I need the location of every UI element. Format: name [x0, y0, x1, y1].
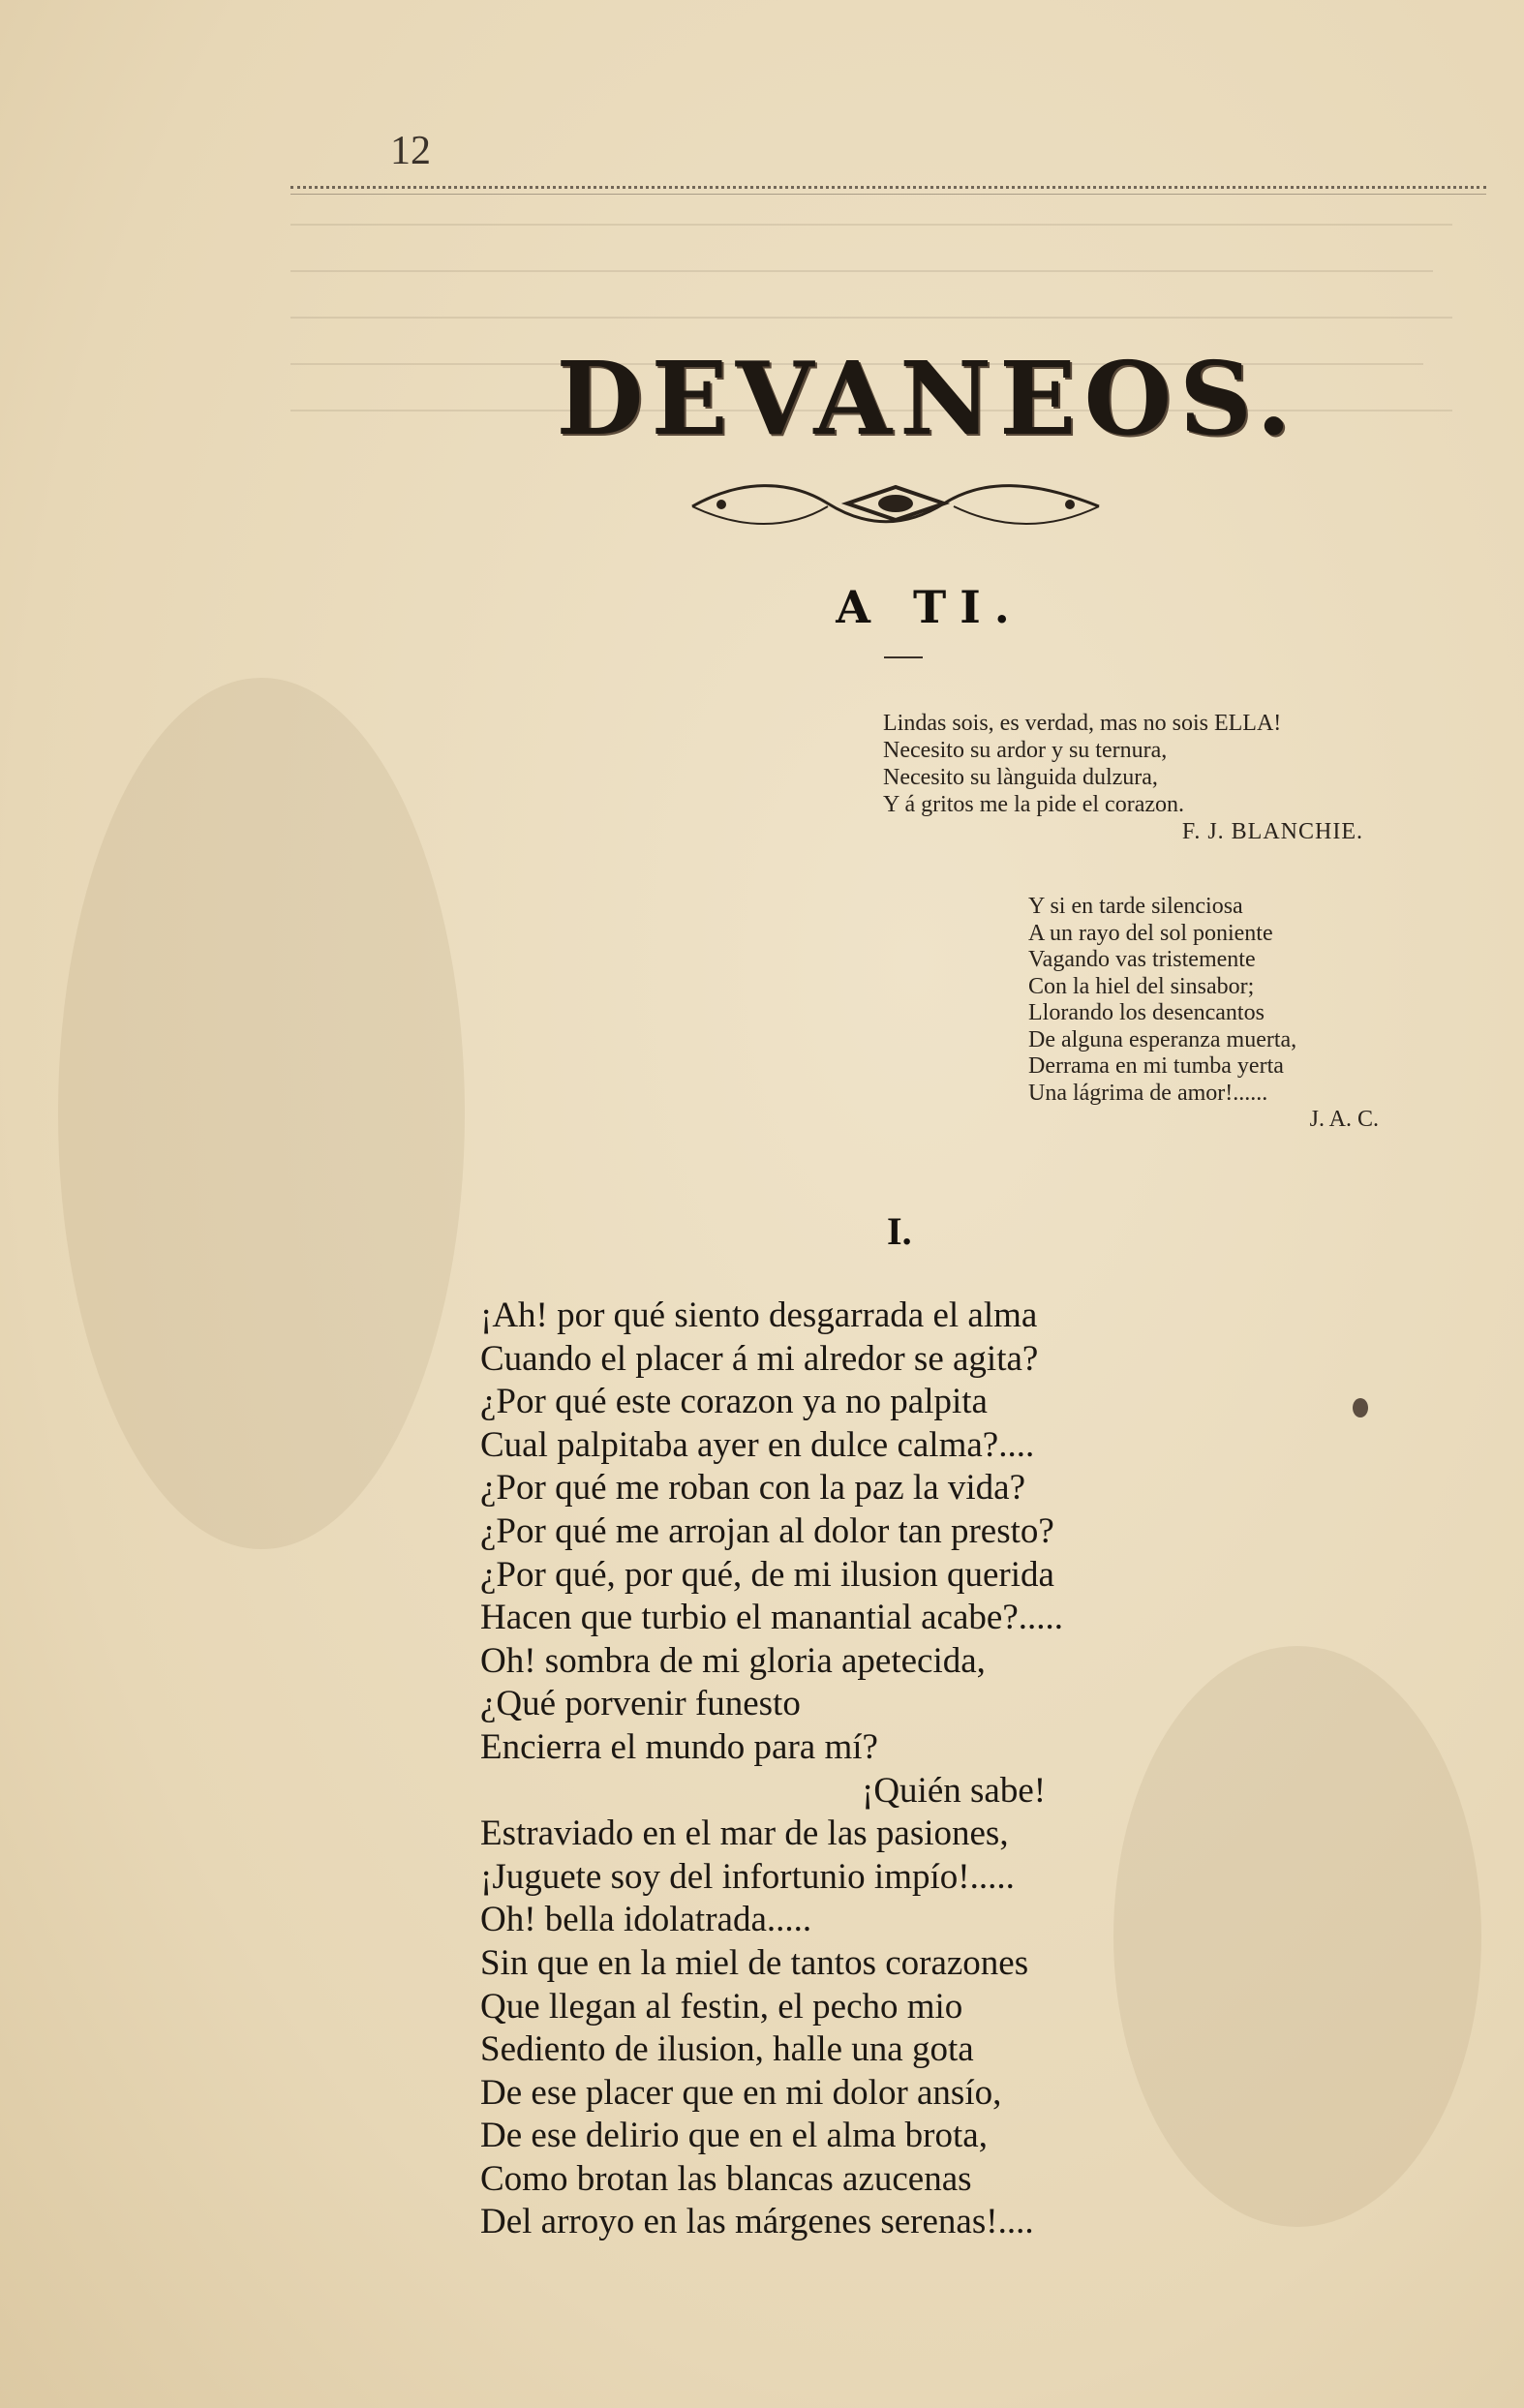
poem-line: ¿Por qué este corazon ya no palpita: [480, 1382, 988, 1422]
epigraph-line: Vagando vas tristemente: [1028, 947, 1256, 972]
poem-line: Sediento de ilusion, halle una gota: [480, 2029, 974, 2070]
epigraph-line: Necesito su lànguida dulzura,: [883, 765, 1158, 790]
epigraph-line: Llorando los desencantos: [1028, 1000, 1265, 1025]
poem-line: Estraviado en el mar de las pasiones,: [480, 1814, 1009, 1854]
epigraph-line: Derrama en mi tumba yerta: [1028, 1053, 1284, 1079]
poem-line: Cual palpitaba ayer en dulce calma?....: [480, 1424, 1035, 1465]
poem-line: Cuando el placer á mi alredor se agita?: [480, 1338, 1039, 1379]
epigraph-line: Con la hiel del sinsabor;: [1028, 973, 1255, 999]
epigraph-line: Lindas sois, es verdad, mas no sois ELLA!: [883, 711, 1282, 736]
dedication-rule: [884, 656, 923, 658]
ink-speck: [1353, 1398, 1368, 1417]
epigraph-line: Necesito su ardor y su ternura,: [883, 738, 1168, 763]
header-rule: [290, 194, 1486, 195]
poem-line: Sin que en la miel de tantos corazones: [480, 1942, 1029, 1983]
poem-line: Hacen que turbio el manantial acabe?.....: [480, 1598, 1063, 1638]
poem-body: [480, 1295, 1352, 2244]
epigraph-line: A un rayo del sol poniente: [1028, 920, 1273, 946]
poem-line: ¡Ah! por qué siento desgarrada el alma: [480, 1295, 1038, 1335]
ornament-divider: [683, 470, 1109, 537]
epigraph-line: Una lágrima de amor!......: [1028, 1080, 1268, 1106]
poem-line: ¿Por qué me roban con la paz la vida?: [480, 1468, 1025, 1509]
poem-line: Del arroyo en las márgenes serenas!....: [480, 2202, 1034, 2242]
poem-title: DEVANEOS.: [556, 339, 1299, 458]
poem-line: Como brotan las blancas azucenas: [480, 2158, 972, 2199]
poem-line: ¿Qué porvenir funesto: [480, 1684, 801, 1724]
poem-line: De ese placer que en mi dolor ansío,: [480, 2072, 1002, 2113]
epigraph-line: De alguna esperanza muerta,: [1028, 1026, 1297, 1052]
poem-line: Oh! sombra de mi gloria apetecida,: [480, 1640, 986, 1681]
section-number: I.: [887, 1209, 912, 1253]
paper-stain: [58, 678, 465, 1549]
poem-line: Que llegan al festin, el pecho mio: [480, 1986, 963, 2027]
epigraph-signature: F. J. BLANCHIE.: [1181, 819, 1363, 844]
poem-line: Encierra el mundo para mí?: [480, 1726, 878, 1767]
header-rule: [290, 186, 1486, 189]
dedication-heading: A TI.: [836, 581, 1023, 633]
epigraph-jac: [1028, 894, 1435, 1134]
poem-line: Oh! bella idolatrada.....: [480, 1900, 812, 1940]
poem-line: De ese delirio que en el alma brota,: [480, 2116, 988, 2156]
page-number: 12: [390, 129, 431, 173]
poem-line: ¿Por qué, por qué, de mi ilusion querida: [480, 1554, 1054, 1595]
epigraph-blanchie: [883, 710, 1464, 845]
poem-line: ¡Juguete soy del infortunio impío!.....: [480, 1856, 1015, 1897]
epigraph-line: Y si en tarde silenciosa: [1028, 894, 1243, 919]
epigraph-line: Y á gritos me la pide el corazon.: [883, 792, 1184, 817]
epigraph-signature: J. A. C.: [1309, 1107, 1379, 1132]
poem-line: ¡Quién sabe!: [862, 1770, 1047, 1811]
poem-line: ¿Por qué me arrojan al dolor tan presto?: [480, 1510, 1054, 1551]
